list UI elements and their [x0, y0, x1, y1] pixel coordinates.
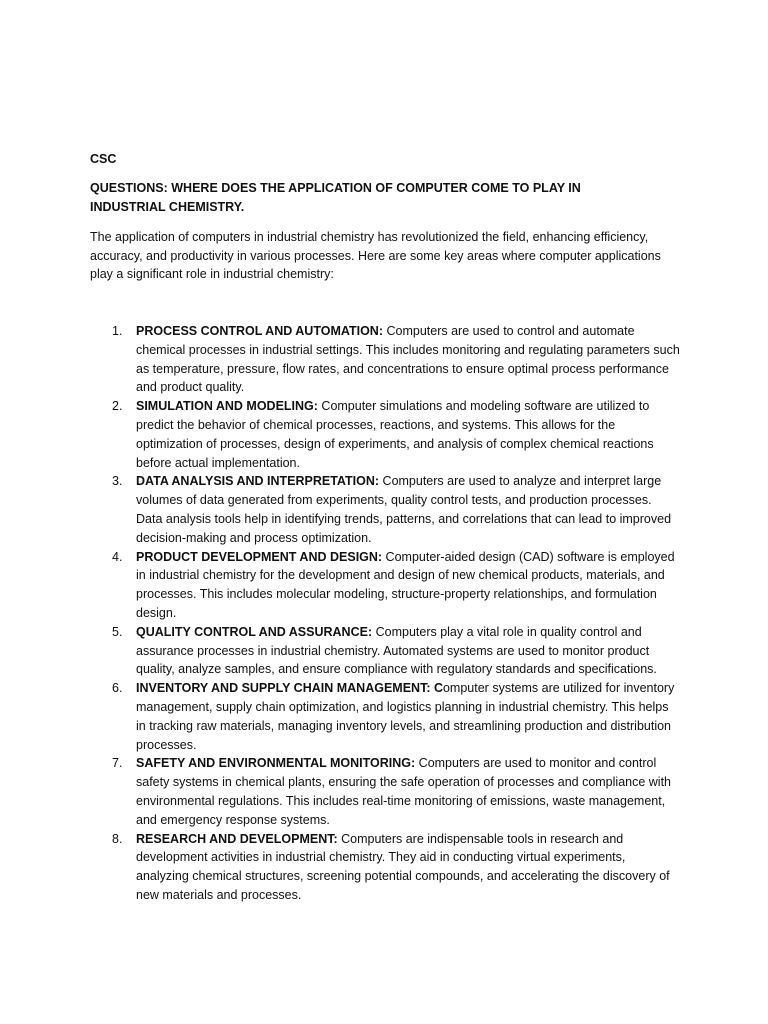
- item-text: Computer simulations and modeling software are utilized to predict the behavior of chemical processes, reactions, and systems. This allows for the optimization of processes, design of experiments, and analysis of complex chemical reactions before actual implementation.: [136, 399, 654, 470]
- item-number: 6.: [112, 681, 123, 696]
- application-list: [90, 322, 680, 905]
- item-number: 8.: [112, 831, 123, 846]
- intro-paragraph: The application of computers in industrial chemistry has revolutionized the field, enhancing efficiency, accuracy, and productivity in various processes. Here are some key areas where computer applications play a significant role in industrial chemistry:: [90, 230, 661, 282]
- item-title: INVENTORY AND SUPPLY CHAIN MANAGEMENT: C: [136, 681, 443, 696]
- item-title: SAFETY AND ENVIRONMENTAL MONITORING:: [136, 756, 416, 771]
- list-item: [90, 830, 680, 905]
- item-title: PROCESS CONTROL AND AUTOMATION:: [136, 324, 383, 338]
- item-number: 2.: [112, 399, 123, 414]
- item-number: 5.: [112, 624, 123, 639]
- item-title: SIMULATION AND MODELING:: [136, 399, 318, 414]
- list-item: [90, 679, 680, 754]
- item-number: 3.: [112, 474, 123, 489]
- item-title: DATA ANALYSIS AND INTERPRETATION:: [136, 474, 380, 489]
- question-heading: QUESTIONS: WHERE DOES THE APPLICATION OF COMPUTER COME TO PLAY IN INDUSTRIAL CHEMISTRY.: [90, 181, 581, 214]
- item-title: RESEARCH AND DEVELOPMENT:: [136, 831, 338, 846]
- list-item: [90, 548, 680, 623]
- list-item: [90, 397, 680, 472]
- list-item: [90, 322, 680, 397]
- list-item: [90, 754, 680, 829]
- item-text: Computer-aided design (CAD) software is employed in industrial chemistry for the development and design of new chemical products, materials, and processes. This includes molecular modeling, structure-property relationships, and formulation design.: [136, 549, 675, 620]
- item-text: Computers are indispensable tools in research and development activities in industrial chemistry. They aid in conducting virtual experiments, analyzing chemical structures, screening potential compounds, and accelerating the discovery of new materials and processes.: [136, 831, 670, 902]
- list-item: [90, 472, 680, 547]
- item-number: 4.: [112, 549, 123, 564]
- item-text: Computers play a vital role in quality control and assurance processes in industrial chemistry. Automated systems are used to monitor product quality, analyze samples, and ensure compliance with regulatory standards and specifications.: [136, 624, 657, 677]
- item-text: Computers are used to analyze and interpret large volumes of data generated from experiments, quality control tests, and production processes. Data analysis tools help in identifying trends, patterns, and correlations that can lead to improved decision-making and process optimization.: [136, 474, 672, 545]
- item-title: PRODUCT DEVELOPMENT AND DESIGN:: [136, 549, 383, 564]
- item-text: omputer systems are utilized for inventory management, supply chain optimization, and logistics planning in industrial chemistry. This helps in tracking raw materials, managing inventory levels, and streamlining production and distribution processes.: [136, 681, 675, 752]
- item-text: Computers are used to monitor and control safety systems in chemical plants, ensuring the safe operation of processes and compliance with environmental regulations. This includes real-time monitoring of emissions, waste management, and emergency response systems.: [136, 756, 671, 827]
- item-number: 7.: [112, 756, 123, 771]
- item-number: 1.: [112, 324, 123, 338]
- item-title: QUALITY CONTROL AND ASSURANCE:: [136, 624, 373, 639]
- list-item: [90, 623, 680, 679]
- course-code: CSC: [90, 152, 117, 166]
- item-text: Computers are used to control and automate chemical processes in industrial settings. This includes monitoring and regulating parameters such as temperature, pressure, flow rates, and concentrations to ensure optimal process performance and product quality.: [136, 324, 680, 395]
